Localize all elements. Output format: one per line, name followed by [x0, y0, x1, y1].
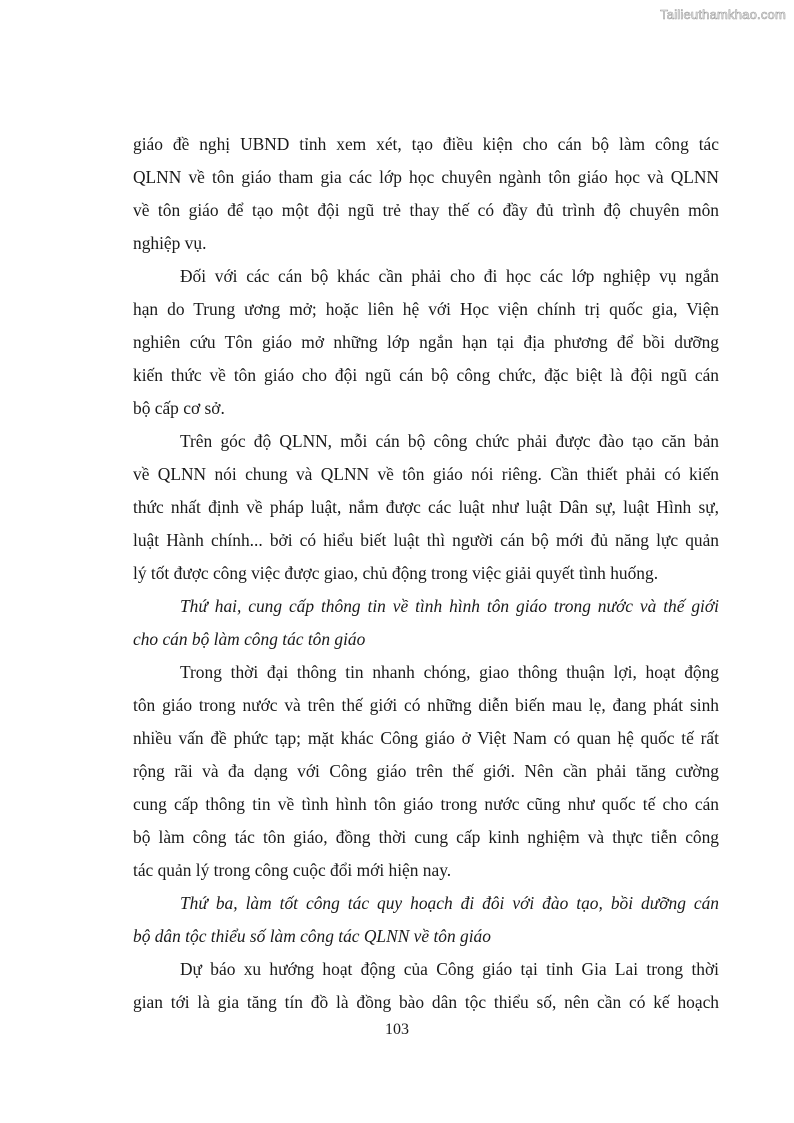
text-line: gian tới là gia tăng tín đồ là đồng bào dân tộc thiểu số, nên cần có kế hoạch [133, 992, 719, 1012]
paragraph [133, 425, 719, 590]
text-line: hạn do Trung ương mở; hoặc liên hệ với Học viện chính trị quốc gia, Viện [133, 299, 719, 319]
text-line: cho cán bộ làm công tác tôn giáo [133, 629, 366, 649]
text-line: QLNN về tôn giáo tham gia các lớp học chuyên ngành tôn giáo học và QLNN [133, 167, 719, 187]
text-line: nghiệp vụ. [133, 233, 207, 253]
paragraph [133, 953, 719, 1019]
text-line: bộ dân tộc thiểu số làm công tác QLNN về tôn giáo [133, 926, 491, 946]
text-line: Trong thời đại thông tin nhanh chóng, giao thông thuận lợi, hoạt động [180, 662, 719, 682]
watermark-text: Tailieuthamkhao.com [660, 7, 786, 22]
text-line: tôn giáo trong nước và trên thế giới có những diễn biến mau lẹ, đang phát sinh [133, 695, 719, 715]
page-number: 103 [385, 1021, 409, 1038]
text-line: Đối với các cán bộ khác cần phải cho đi học các lớp nghiệp vụ ngắn [180, 266, 719, 286]
text-line: bộ cấp cơ sở. [133, 398, 225, 418]
text-line: lý tốt được công việc được giao, chủ động trong việc giải quyết tình huống. [133, 563, 659, 583]
text-line: về QLNN nói chung và QLNN về tôn giáo nói riêng. Cần thiết phải có kiến [133, 464, 719, 484]
text-line: Thứ hai, cung cấp thông tin về tình hình tôn giáo trong nước và thế giới [180, 596, 719, 616]
paragraph [133, 656, 719, 887]
text-line: thức nhất định về pháp luật, nắm được các luật như luật Dân sự, luật Hình sự, [133, 497, 719, 517]
text-line: Trên góc độ QLNN, mỗi cán bộ công chức phải được đào tạo căn bản [180, 431, 719, 451]
paragraph [133, 260, 719, 425]
section-heading [133, 590, 719, 656]
text-line: giáo đề nghị UBND tỉnh xem xét, tạo điều kiện cho cán bộ làm công tác [133, 134, 719, 154]
text-line: Dự báo xu hướng hoạt động của Công giáo tại tỉnh Gia Lai trong thời [180, 959, 719, 979]
page-body [133, 128, 719, 1019]
text-line: cung cấp thông tin về tình hình tôn giáo trong nước cũng như quốc tế cho cán [133, 794, 719, 814]
text-line: về tôn giáo để tạo một đội ngũ trẻ thay thế có đầy đủ trình độ chuyên môn [133, 200, 719, 220]
text-line: luật Hành chính... bởi có hiểu biết luật thì người cán bộ mới đủ năng lực quản [133, 530, 719, 550]
text-line: nghiên cứu Tôn giáo mở những lớp ngắn hạn tại địa phương để bồi dưỡng [133, 332, 719, 352]
paragraph [133, 128, 719, 260]
text-line: bộ làm công tác tôn giáo, đồng thời cung cấp kinh nghiệm và thực tiễn công [133, 827, 719, 847]
text-line: Thứ ba, làm tốt công tác quy hoạch đi đôi với đào tạo, bồi dưỡng cán [180, 893, 719, 913]
text-line: rộng rãi và đa dạng với Công giáo trên thế giới. Nên cần phải tăng cường [133, 761, 719, 781]
text-line: kiến thức về tôn giáo cho đội ngũ cán bộ công chức, đặc biệt là đội ngũ cán [133, 365, 719, 385]
text-line: tác quản lý trong công cuộc đổi mới hiện nay. [133, 860, 452, 880]
section-heading [133, 887, 719, 953]
text-line: nhiều vấn đề phức tạp; mặt khác Công giáo ở Việt Nam có quan hệ quốc tế rất [133, 728, 719, 748]
